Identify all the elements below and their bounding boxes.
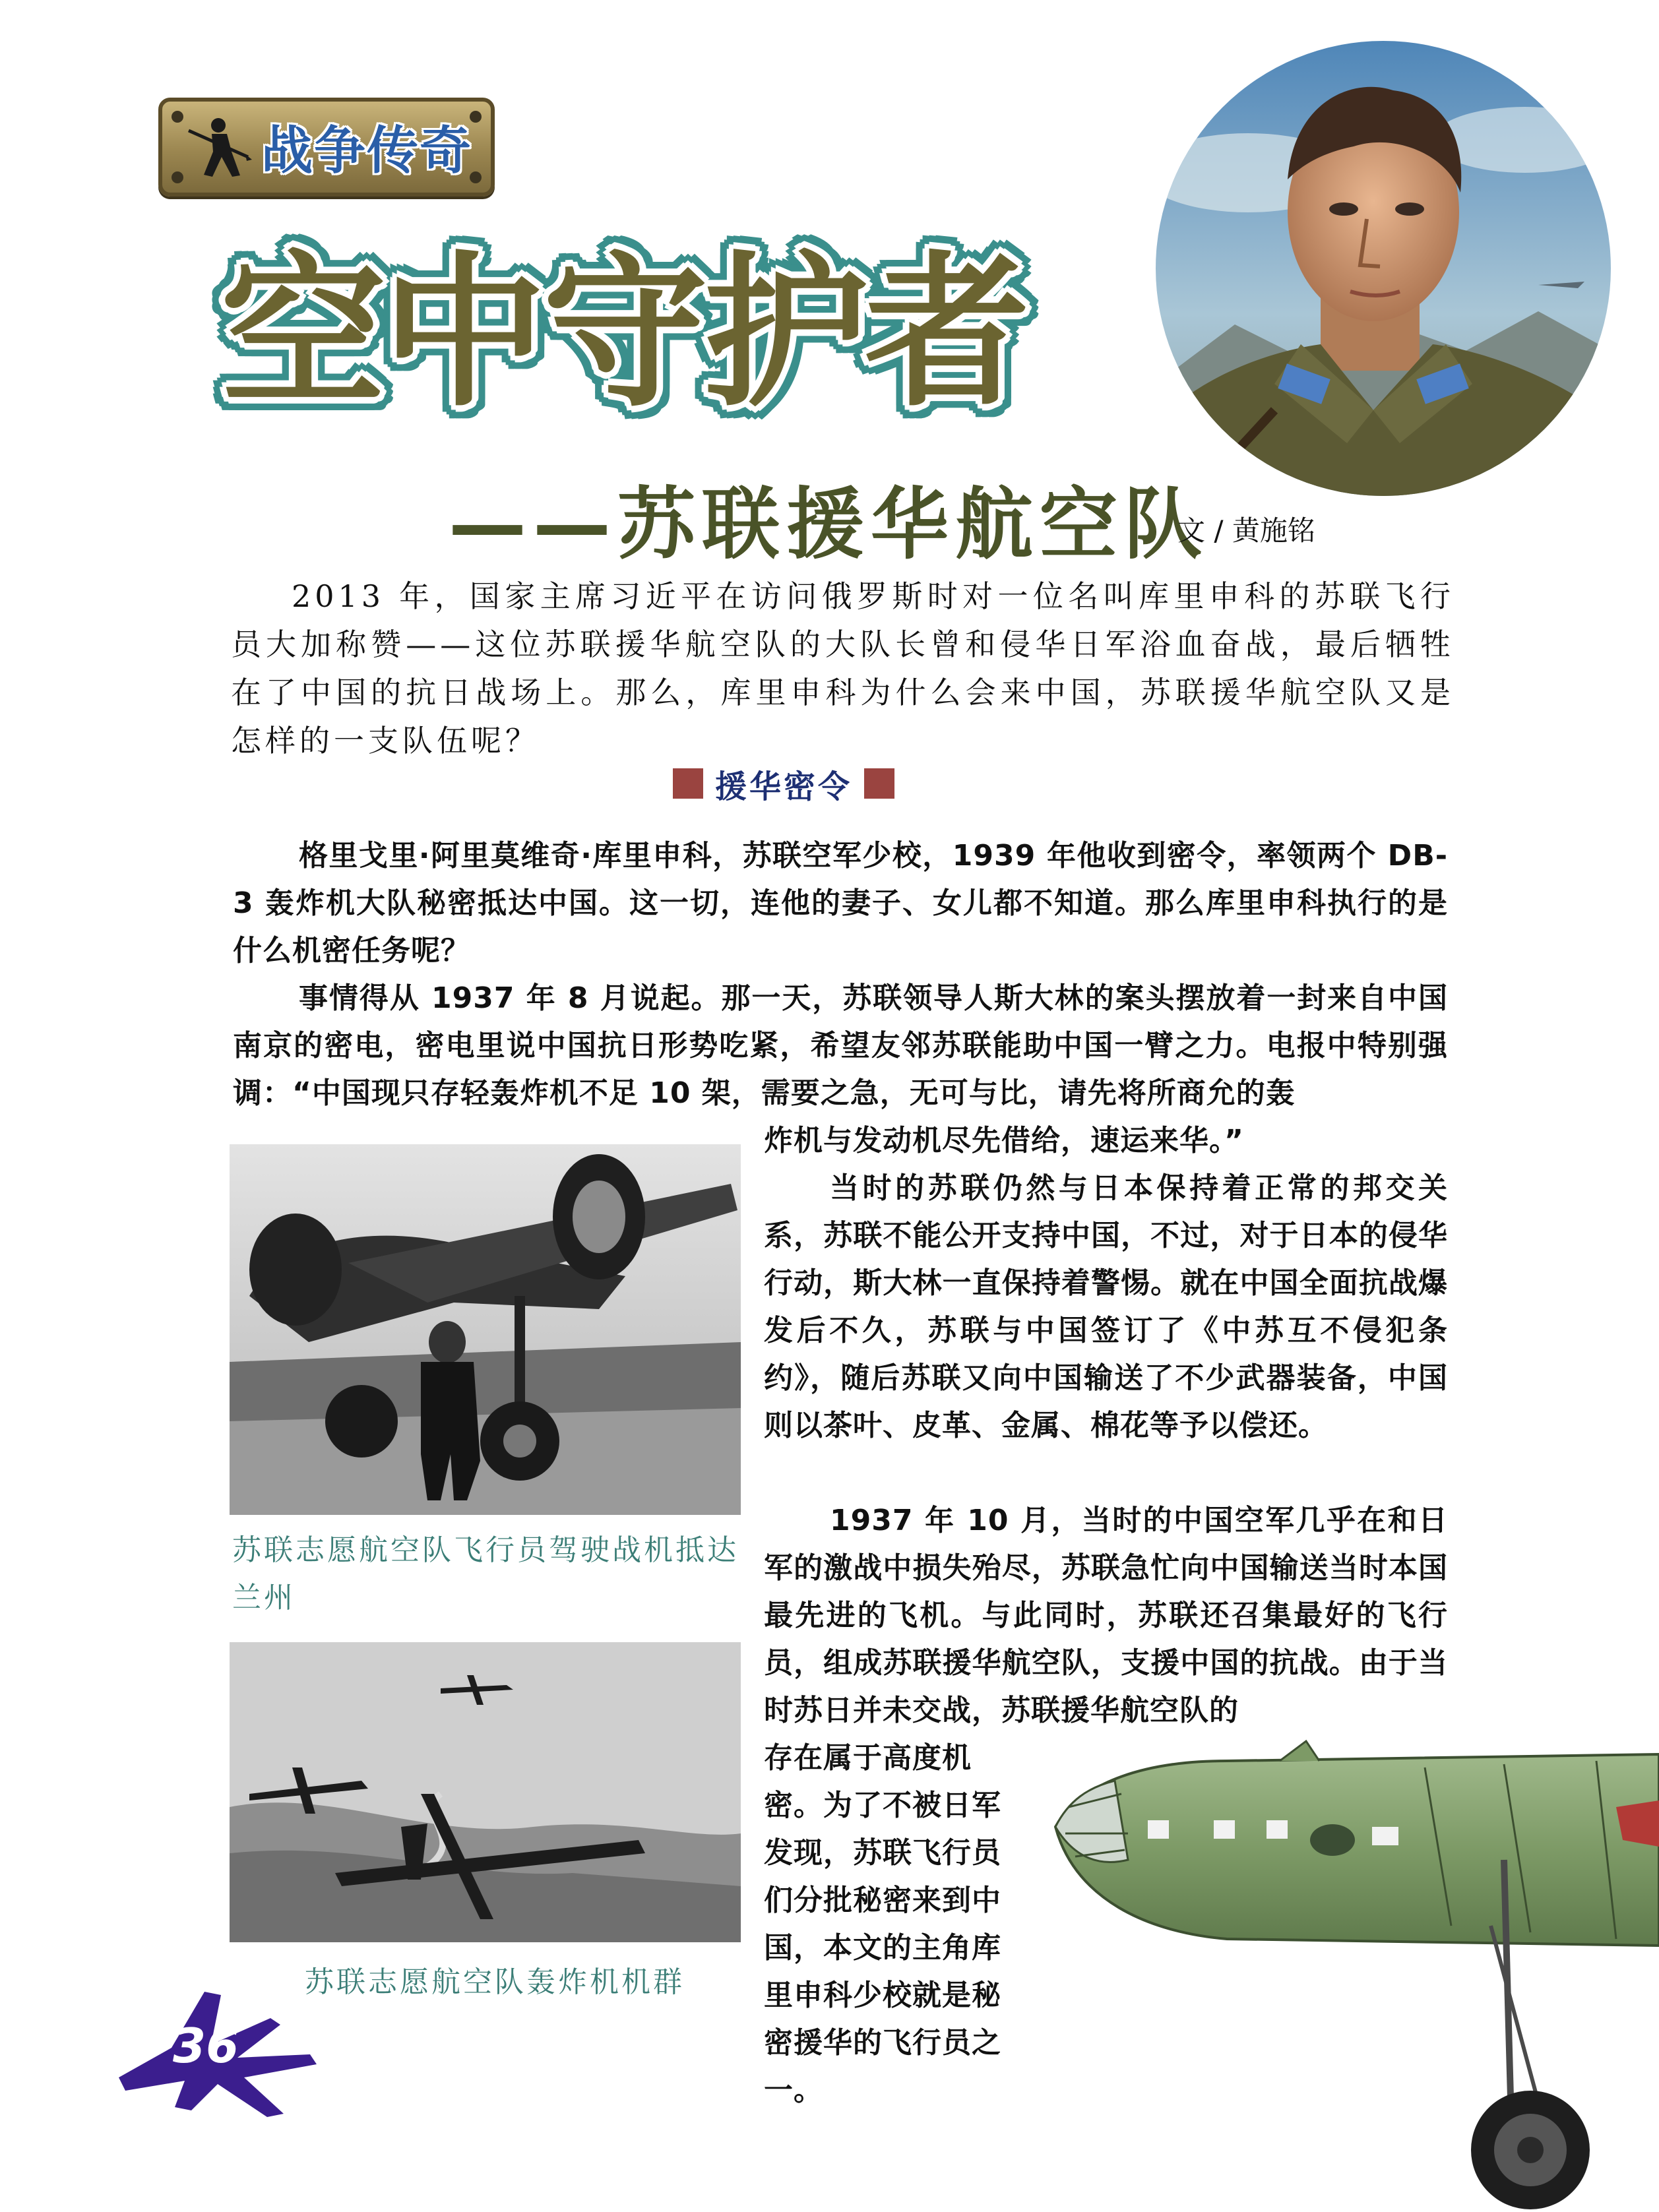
bomber-formation-photo	[230, 1642, 741, 1942]
body-paragraph-continued: 炸机与发动机尽先借给，速运来华。”	[764, 1124, 1244, 1157]
intro-paragraph: 2013 年，国家主席习近平在访问俄罗斯时对一位名叫库里申科的苏联飞行员大加称赞——这位苏联援华航空队的大队长曾和侵华日军浴血奋战，最后牺牲在了中国的抗日战场上。那么，库里申科为什么会来中国，苏联援华航空队又是怎样的一支队伍呢？	[231, 578, 1455, 758]
page-number-badge	[112, 1979, 323, 2117]
body-paragraph: 1937 年 10 月，当时的中国空军几乎在和日军的激战中损失殆尽，苏联急忙向中国输送当时本国最先进的飞机。与此同时，苏联还召集最好的飞行员，组成苏联援华航空队，支援中国的抗战。由于当时苏日并未交战，苏联援华航空队的	[764, 1504, 1448, 1727]
section-title: 援华密令	[715, 768, 853, 805]
page-title: 空中守护者	[221, 237, 1026, 429]
warrior-icon	[182, 111, 255, 183]
page-number: 36	[173, 2018, 239, 2074]
body-paragraph: 当时的苏联仍然与日本保持着正常的邦交关系，苏联不能公开支持中国，不过，对于日本的侵华行动，斯大林一直保持着警惕。就在中国全面抗战爆发后不久，苏联与中国签订了《中苏互不侵犯条约》，随后苏联又向中国输送了不少武器装备，中国则以茶叶、皮革、金属、棉花等予以偿还。	[764, 1171, 1448, 1442]
section-heading	[673, 764, 894, 803]
pilot-with-bomber-photo	[230, 1144, 741, 1515]
body-paragraph: 格里戈里·阿里莫维奇·库里申科，苏联空军少校，1939 年他收到密令，率领两个 DB-3 轰炸机大队秘密抵达中国。这一切，连他的妻子、女儿都不知道。那么库里申科执行的是什么机密任务呢？	[233, 839, 1448, 968]
db3-bomber-illustration	[1029, 1728, 1659, 2212]
photo-caption: 苏联志愿航空队飞行员驾驶战机抵达兰州	[232, 1533, 739, 1614]
column-label: 战争传奇	[261, 121, 473, 181]
section-square-right	[864, 768, 894, 799]
author-byline: 文 / 黄施铭	[1177, 514, 1315, 547]
column-badge	[158, 98, 495, 197]
pilot-portrait-image	[1156, 41, 1611, 496]
photo-caption: 苏联志愿航空队轰炸机机群	[305, 1965, 685, 1999]
body-paragraph-continued: 存在属于高度机密。为了不被日军发现，苏联飞行员们分批秘密来到中国，本文的主角库里申科少校就是秘密援华的飞行员之一。	[764, 1741, 1001, 2107]
page-subtitle: ——苏联援华航空队	[449, 479, 1209, 570]
section-square-left	[673, 768, 703, 799]
body-paragraph: 事情得从 1937 年 8 月说起。那一天，苏联领导人斯大林的案头摆放着一封来自中国南京的密电，密电里说中国抗日形势吃紧，希望友邻苏联能助中国一臂之力。电报中特别强调：“中国现只存轻轰炸机不足 10 架，需要之急，无可与比，请先将所商允的轰	[233, 981, 1448, 1110]
